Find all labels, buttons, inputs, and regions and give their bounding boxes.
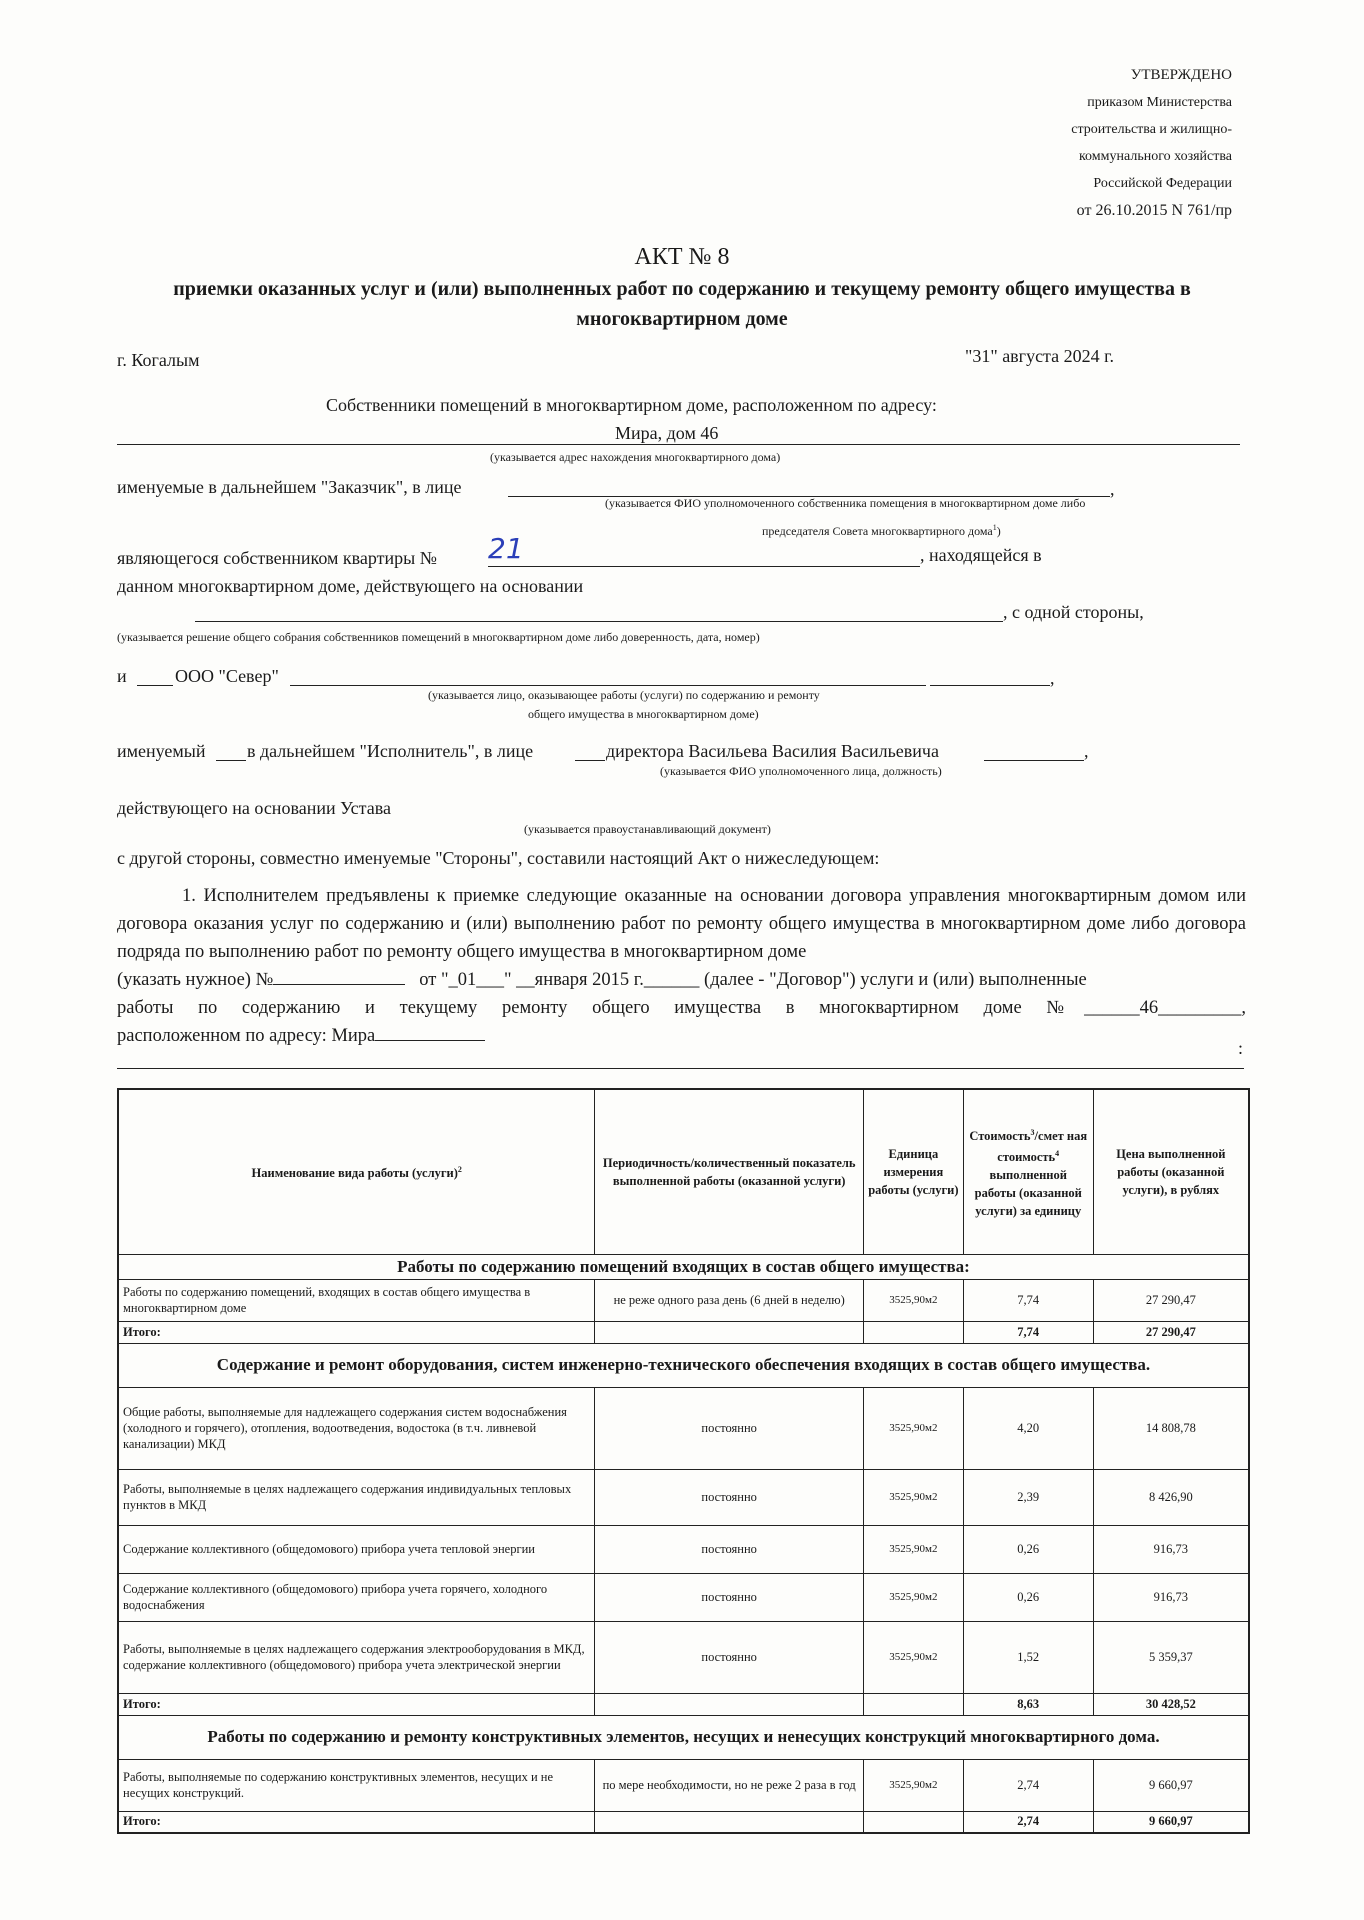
row-cost: 0,26 — [963, 1573, 1093, 1621]
row-name: Работы, выполняемые в целях надлежащего содержания индивидуальных тепловых пунктов в МКД — [118, 1469, 595, 1525]
row-period: постоянно — [595, 1573, 864, 1621]
row-name: Общие работы, выполняемые для надлежащего содержания систем водоснабжения (холодного и горячего), отопления, водоотведения, водостока (в т.ч. ливневой канализации) МКД — [118, 1387, 595, 1469]
total-cost: 2,74 — [963, 1811, 1093, 1833]
document-subtitle: приемки оказанных услуг и (или) выполненных работ по содержанию и текущему ремонту общего имущества в многоквартирном доме — [173, 278, 1191, 330]
row-name: Содержание коллективного (общедомового) прибора учета тепловой энергии — [118, 1525, 595, 1573]
contractor-name: ООО "Север" — [175, 666, 279, 686]
section-title: Содержание и ремонт оборудования, систем инженерно-технического обеспечения входящих в состав общего имущества. — [118, 1343, 1249, 1387]
row-name: Работы, выполняемые по содержанию конструктивных элементов, несущих и не несущих конструкций. — [118, 1759, 595, 1811]
total-row — [118, 1811, 1249, 1833]
header-price: Цена выполненной работы (оказанной услуги), в рублях — [1093, 1089, 1249, 1254]
total-label: Итого: — [118, 1693, 595, 1715]
apartment-tail: , находящейся в — [920, 545, 1042, 565]
total-empty — [595, 1811, 864, 1833]
total-empty — [595, 1693, 864, 1715]
table-row — [118, 1525, 1249, 1573]
section-title: Работы по содержанию и ремонту конструктивных элементов, несущих и ненесущих конструкций многоквартирного дома. — [118, 1715, 1249, 1759]
contractor-note-2: общего имущества в многоквартирном доме) — [528, 707, 759, 721]
clause-1-address: расположенном по адресу: Мира — [117, 1022, 1246, 1050]
row-unit: 3525,90м2 — [863, 1621, 963, 1693]
table-row — [118, 1387, 1249, 1469]
table-header — [118, 1089, 1249, 1254]
row-unit: 3525,90м2 — [863, 1525, 963, 1573]
row-name: Работы, выполняемые в целях надлежащего содержания электрооборудования в МКД, содержание коллективного (общедомового) прибора учета электрической энергии — [118, 1621, 595, 1693]
row-name: Содержание коллективного (общедомового) прибора учета горячего, холодного водоснабжения — [118, 1573, 595, 1621]
row-period: постоянно — [595, 1469, 864, 1525]
document-title: АКТ № 8 — [634, 244, 730, 270]
row-period: по мере необходимости, но не реже 2 раза в год — [595, 1759, 864, 1811]
contractor-prefix: и — [117, 666, 127, 686]
row-period: не реже одного раза день (6 дней в неделю) — [595, 1279, 864, 1321]
section-row — [118, 1715, 1249, 1759]
customer-line: именуемые в дальнейшем "Заказчик", в лице — [117, 477, 462, 497]
total-label: Итого: — [118, 1811, 595, 1833]
apartment-line: являющегося собственником квартиры № — [117, 548, 437, 568]
row-period: постоянно — [595, 1525, 864, 1573]
table-row — [118, 1469, 1249, 1525]
header-cost: Стоимость$^3$/смет ная стоимость$^4$ выполненной работы (оказанной услуги) за единицу — [963, 1089, 1093, 1254]
table-row — [118, 1279, 1249, 1321]
works-table — [117, 1088, 1250, 1834]
clause-1-contract: (указать нужное) № от "_01___" __января 2015 г.______ (далее - "Договор") услуги и (или) выполненные — [117, 970, 1087, 990]
total-empty — [863, 1321, 963, 1343]
approval-order-date: от 26.10.2015 N 761/пр — [1076, 202, 1232, 219]
table-row — [118, 1759, 1249, 1811]
parties-line: с другой стороны, совместно именуемые "Стороны", составили настоящий Акт о нижеследующем: — [117, 848, 880, 868]
table-row — [118, 1573, 1249, 1621]
approval-block — [1071, 62, 1232, 224]
row-cost: 0,26 — [963, 1525, 1093, 1573]
total-empty — [863, 1811, 963, 1833]
row-cost: 1,52 — [963, 1621, 1093, 1693]
row-price: 14 808,78 — [1093, 1387, 1249, 1469]
row-cost: 4,20 — [963, 1387, 1093, 1469]
city: г. Когалым — [117, 350, 200, 370]
total-price: 9 660,97 — [1093, 1811, 1249, 1833]
header-unit: Единица измерения работы (услуги) — [863, 1089, 963, 1254]
approval-line: коммунального хозяйства — [1078, 149, 1232, 164]
section-row — [118, 1254, 1249, 1279]
clause-1-house: работы по содержанию и текущему ремонту общего имущества в многоквартирном доме №______46_________, — [117, 998, 1246, 1018]
row-unit: 3525,90м2 — [863, 1759, 963, 1811]
contractor-note-1: (указывается лицо, оказывающее работы (услуги) по содержанию и ремонту — [428, 688, 820, 702]
address-value: Мира, дом 46 — [615, 423, 719, 443]
customer-note-2: председателя Совета многоквартирного дома$^1$) — [762, 523, 1001, 538]
executor-c: директора Васильева Василия Васильевича — [606, 741, 939, 761]
basis-note: (указывается решение общего собрания собственников помещений в многоквартирном доме либо доверенность, дата, номер) — [117, 630, 760, 644]
approval-line: приказом Министерства — [1087, 95, 1232, 110]
row-period: постоянно — [595, 1621, 864, 1693]
act-date: "31" августа 2024 г. — [965, 346, 1114, 366]
row-price: 916,73 — [1093, 1573, 1249, 1621]
customer-note: (указывается ФИО уполномоченного собственника помещения в многоквартирном доме либо — [605, 496, 1086, 510]
row-cost: 2,74 — [963, 1759, 1093, 1811]
row-price: 5 359,37 — [1093, 1621, 1249, 1693]
basis-line: данном многоквартирном доме, действующего на основании — [117, 576, 584, 596]
total-row — [118, 1693, 1249, 1715]
apartment-number-handwritten: 21 — [488, 532, 524, 565]
row-cost: 7,74 — [963, 1279, 1093, 1321]
total-price: 30 428,52 — [1093, 1693, 1249, 1715]
row-name: Работы по содержанию помещений, входящих в состав общего имущества в многоквартирном доме — [118, 1279, 595, 1321]
acting-line: действующего на основании Устава — [117, 798, 391, 818]
row-cost: 2,39 — [963, 1469, 1093, 1525]
address-note: (указывается адрес нахождения многоквартирного дома) — [490, 450, 781, 464]
section-title: Работы по содержанию помещений входящих в состав общего имущества: — [118, 1254, 1249, 1279]
row-price: 916,73 — [1093, 1525, 1249, 1573]
total-row — [118, 1321, 1249, 1343]
row-price: 8 426,90 — [1093, 1469, 1249, 1525]
approval-line: Российской Федерации — [1093, 176, 1232, 191]
row-price: 9 660,97 — [1093, 1759, 1249, 1811]
acting-note: (указывается правоустанавливающий документ) — [524, 822, 771, 836]
total-empty — [863, 1693, 963, 1715]
section-row — [118, 1343, 1249, 1387]
owners-line: Собственники помещений в многоквартирном доме, расположенном по адресу: — [326, 395, 937, 415]
table-row — [118, 1621, 1249, 1693]
approval-line: строительства и жилищно- — [1071, 122, 1232, 137]
row-unit: 3525,90м2 — [863, 1573, 963, 1621]
executor-a: именуемый — [117, 741, 206, 761]
executor-b: в дальнейшем "Исполнитель", в лице — [247, 741, 534, 761]
approval-heading: УТВЕРЖДЕНО — [1130, 67, 1232, 83]
clause-1-text: 1. Исполнителем предъявлены к приемке следующие оказанные на основании договора управления многоквартирным домом или договора оказания услуг по содержанию и (или) выполнению работ по ремонту общего имущества в многоквартирном доме либо договора подряда по выполнению работ по ремонту общего имущества в многоквартирном доме — [117, 886, 1246, 962]
header-name: Наименование вида работы (услуги)$^2$ — [118, 1089, 595, 1254]
one-side: , с одной стороны, — [1003, 602, 1144, 622]
header-period: Периодичность/количественный показатель выполненной работы (оказанной услуги) — [595, 1089, 864, 1254]
colon: : — [1238, 1038, 1244, 1058]
row-period: постоянно — [595, 1387, 864, 1469]
executor-note: (указывается ФИО уполномоченного лица, должность) — [660, 764, 942, 778]
row-unit: 3525,90м2 — [863, 1387, 963, 1469]
total-cost: 7,74 — [963, 1321, 1093, 1343]
total-price: 27 290,47 — [1093, 1321, 1249, 1343]
total-cost: 8,63 — [963, 1693, 1093, 1715]
row-price: 27 290,47 — [1093, 1279, 1249, 1321]
clause-1 — [117, 882, 1246, 1050]
row-unit: 3525,90м2 — [863, 1469, 963, 1525]
row-unit: 3525,90м2 — [863, 1279, 963, 1321]
total-empty — [595, 1321, 864, 1343]
total-label: Итого: — [118, 1321, 595, 1343]
